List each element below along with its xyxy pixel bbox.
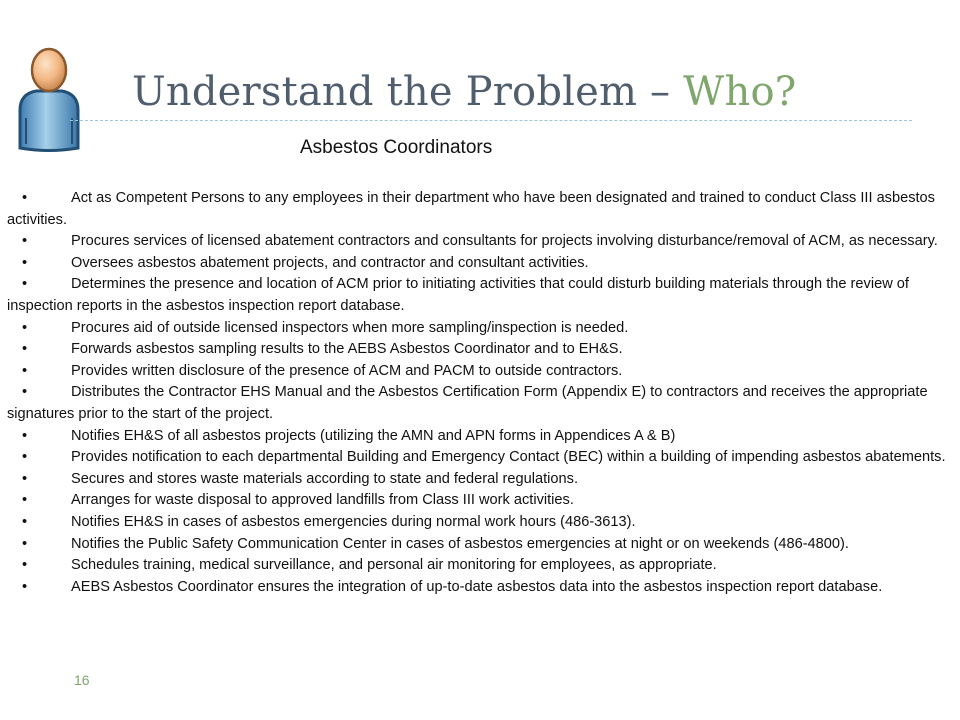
bullet-icon: •: [22, 362, 28, 379]
list-item-text: Secures and stores waste materials according to state and federal regulations.: [71, 470, 579, 487]
bullet-icon: •: [22, 319, 28, 336]
list-item: [7, 426, 952, 448]
list-item-text: Notifies EH&S of all asbestos projects (utilizing the AMN and APN forms in Appendices A & B): [71, 427, 676, 444]
list-item: [7, 231, 952, 253]
list-item: [7, 555, 952, 577]
list-item: [7, 274, 952, 317]
list-item-text: Procures services of licensed abatement contractors and consultants for projects involving disturbance/removal of ACM, as necessary.: [71, 233, 938, 250]
bullet-icon: •: [22, 384, 28, 401]
bullet-icon: •: [22, 427, 28, 444]
bullet-icon: •: [22, 470, 28, 487]
list-item-text: Notifies EH&S in cases of asbestos emergencies during normal work hours (486-3613).: [71, 513, 636, 530]
bullet-icon: •: [22, 233, 28, 250]
list-item: [7, 534, 952, 556]
list-item-text: AEBS Asbestos Coordinator ensures the integration of up-to-date asbestos data into the asbestos inspection report database.: [71, 578, 883, 595]
person-icon: [14, 44, 84, 154]
page-number: 16: [74, 672, 90, 688]
responsibility-list: [7, 188, 952, 598]
list-item: [7, 382, 952, 425]
title-divider: [70, 120, 912, 121]
list-item-text: Act as Competent Persons to any employees in their department who have been designated and trained to conduct Class III asbestos activities.: [7, 190, 935, 228]
list-item-text: Distributes the Contractor EHS Manual and the Asbestos Certification Form (Appendix E) to contractors and receives the appropriate signatures prior to the start of the project.: [7, 384, 928, 422]
list-item-text: Arranges for waste disposal to approved landfills from Class III work activities.: [71, 492, 574, 509]
bullet-icon: •: [22, 492, 28, 509]
title-accent: Who?: [683, 69, 797, 115]
page-title: [132, 66, 796, 118]
list-item: [7, 253, 952, 275]
list-item-text: Schedules training, medical surveillance, and personal air monitoring for employees, as appropriate.: [71, 557, 717, 574]
bullet-icon: •: [22, 513, 28, 530]
bullet-icon: •: [22, 190, 28, 206]
list-item: [7, 188, 952, 231]
list-item-text: Provides written disclosure of the presence of ACM and PACM to outside contractors.: [71, 362, 623, 379]
list-item-text: Determines the presence and location of ACM prior to initiating activities that could disturb building materials through the review of inspection reports in the asbestos inspection report database.: [7, 276, 909, 314]
title-main: Understand the Problem –: [132, 69, 684, 115]
bullet-icon: •: [22, 557, 28, 574]
list-item: [7, 512, 952, 534]
bullet-icon: •: [22, 276, 28, 293]
bullet-icon: •: [22, 254, 28, 271]
bullet-icon: •: [22, 578, 28, 595]
list-item: [7, 577, 952, 599]
list-item-text: Provides notification to each departmental Building and Emergency Contact (BEC) within a building of impending asbestos abatements.: [71, 449, 946, 466]
list-item-text: Procures aid of outside licensed inspectors when more sampling/inspection is needed.: [71, 319, 629, 336]
list-item: [7, 490, 952, 512]
section-subtitle: Asbestos Coordinators: [300, 137, 493, 158]
list-item: [7, 361, 952, 383]
list-item: [7, 339, 952, 361]
list-item: [7, 469, 952, 491]
list-item: [7, 318, 952, 340]
bullet-icon: •: [22, 449, 28, 466]
list-item-text: Forwards asbestos sampling results to the AEBS Asbestos Coordinator and to EH&S.: [71, 341, 623, 358]
list-item-text: Notifies the Public Safety Communication Center in cases of asbestos emergencies at night or on weekends (486-4800).: [71, 535, 849, 552]
list-item-text: Oversees asbestos abatement projects, and contractor and consultant activities.: [71, 254, 589, 271]
bullet-icon: •: [22, 535, 28, 552]
list-item: [7, 447, 952, 469]
bullet-icon: •: [22, 341, 28, 358]
